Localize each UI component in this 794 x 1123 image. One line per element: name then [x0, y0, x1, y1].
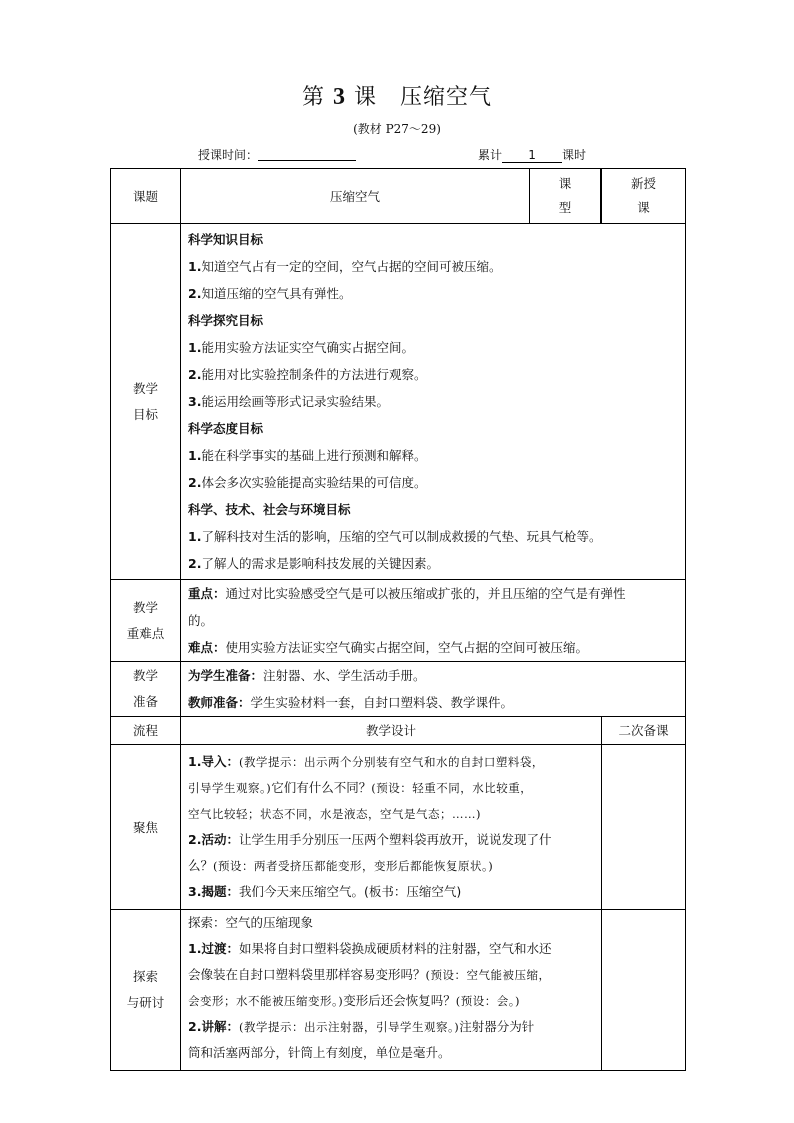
lesson-plan-table — [110, 168, 686, 1071]
goal-item: 1.知道空气占有一定的空间，空气占据的空间可被压缩。 — [188, 259, 502, 274]
prep-label-2: 准备 — [132, 694, 158, 709]
title-number: 3 — [333, 84, 346, 110]
focus-label: 聚焦 — [111, 745, 181, 910]
keypoints-row — [111, 580, 686, 662]
prep-label — [111, 662, 181, 717]
focus-line: 空气比较轻；状态不同，水是液态，空气是气态；……) — [188, 807, 481, 821]
explore-label-2: 与研讨 — [126, 995, 165, 1010]
goal-heading: 科学态度目标 — [188, 421, 264, 436]
type-cell — [530, 169, 602, 224]
lesson-time — [198, 146, 356, 163]
prep-row — [111, 662, 686, 717]
page-title — [0, 80, 794, 111]
focus-notes — [602, 745, 686, 910]
explore-line: 会变形；水不能被压缩变形。)变形后还会恢复吗？(预设：会。) — [188, 993, 520, 1008]
explore-line: 探索：空气的压缩现象 — [188, 915, 314, 930]
goal-item: 1.能用实验方法证实空气确实占据空间。 — [188, 340, 414, 355]
focus-content — [181, 745, 602, 910]
goal-heading: 科学探究目标 — [188, 313, 264, 328]
explore-content — [181, 910, 602, 1071]
topic-row — [111, 169, 686, 224]
goals-row — [111, 224, 686, 580]
goal-heading: 科学、技术、社会与环境目标 — [188, 502, 351, 517]
count-value: 1 — [502, 148, 562, 163]
explore-label — [111, 910, 181, 1071]
topic-value: 压缩空气 — [181, 169, 530, 224]
goals-content — [181, 224, 686, 580]
goals-label-1: 教学 — [132, 380, 158, 396]
type-label-1: 课 — [558, 176, 572, 191]
count-unit: 课时 — [562, 148, 587, 162]
focus-line: 么？(预设：两者受挤压都能变形，变形后都能恢复原状。) — [188, 858, 494, 873]
goal-item: 3.能运用绘画等形式记录实验结果。 — [188, 394, 389, 409]
goal-item: 2.能用对比实验控制条件的方法进行观察。 — [188, 367, 427, 382]
focus-row — [111, 745, 686, 910]
goal-item: 1.能在科学事实的基础上进行预测和解释。 — [188, 448, 427, 463]
flow-header-process: 流程 — [111, 717, 181, 745]
goal-item: 1.了解科技对生活的影响，压缩的空气可以制成救援的气垫、玩具气枪等。 — [188, 529, 602, 544]
title-prefix: 第 — [301, 85, 325, 110]
keypoints-label — [111, 580, 181, 662]
explore-line: 2.讲解：(教学提示：出示注射器，引导学生观察。)注射器分为针 — [188, 1019, 535, 1034]
keypoints-content — [181, 580, 686, 662]
keypoints-label-1: 教学 — [132, 599, 158, 615]
type-value-cell — [602, 169, 686, 224]
student-prep: 为学生准备：注射器、水、学生活动手册。 — [188, 668, 426, 683]
hard-point: 难点：使用实验方法证实空气确实占据空间，空气占据的空间可被压缩。 — [188, 640, 589, 655]
type-value-1: 新授 — [630, 176, 656, 191]
time-label: 授课时间： — [198, 148, 259, 162]
explore-line: 会像装在自封口塑料袋里那样容易变形吗？(预设：空气能被压缩， — [188, 967, 551, 982]
explore-notes — [602, 910, 686, 1071]
keypoints-label-2: 重难点 — [126, 625, 165, 641]
type-value-2: 课 — [637, 200, 650, 215]
focus-line: 1.导入：(教学提示：出示两个分别装有空气和水的自封口塑料袋， — [188, 754, 544, 769]
page-subtitle: (教材 P27～29) — [353, 122, 441, 136]
prep-content — [181, 662, 686, 717]
explore-label-1: 探索 — [132, 969, 158, 984]
goals-label — [111, 224, 181, 580]
goal-item: 2.体会多次实验能提高实验结果的可信度。 — [188, 475, 427, 490]
explore-line: 筒和活塞两部分，针筒上有刻度，单位是毫升。 — [188, 1045, 451, 1060]
type-label-2: 型 — [558, 200, 572, 215]
focus-line: 2.活动：让学生用手分别压一压两个塑料袋再放开，说说发现了什 — [188, 832, 552, 847]
topic-label: 课题 — [111, 169, 181, 224]
goal-item: 2.了解人的需求是影响科技发展的关键因素。 — [188, 556, 439, 571]
prep-label-1: 教学 — [132, 668, 158, 683]
explore-line: 1.过渡：如果将自封口塑料袋换成硬质材料的注射器，空气和水还 — [188, 941, 552, 956]
teacher-prep: 教师准备：学生实验材料一套，自封口塑料袋、教学课件。 — [188, 695, 514, 710]
flow-header-row — [111, 717, 686, 745]
explore-row — [111, 910, 686, 1071]
lesson-count — [478, 146, 586, 163]
flow-header-design: 教学设计 — [181, 717, 602, 745]
key-point: 重点：通过对比实验感受空气是可以被压缩或扩张的，并且压缩的空气是有弹性 — [188, 586, 626, 601]
flow-header-notes: 二次备课 — [602, 717, 686, 745]
key-point-cont: 的。 — [188, 613, 214, 628]
goal-heading: 科学知识目标 — [188, 232, 264, 247]
title-suffix: 课 压缩空气 — [354, 85, 493, 110]
focus-line: 引导学生观察。)它们有什么不同？(预设：轻重不同，水比较重， — [188, 780, 533, 795]
goal-item: 2.知道压缩的空气具有弹性。 — [188, 286, 352, 301]
count-label: 累计 — [478, 148, 503, 162]
goals-label-2: 目标 — [132, 406, 158, 422]
focus-line: 3.揭题：我们今天来压缩空气。(板书：压缩空气) — [188, 884, 462, 899]
time-blank — [258, 148, 356, 161]
